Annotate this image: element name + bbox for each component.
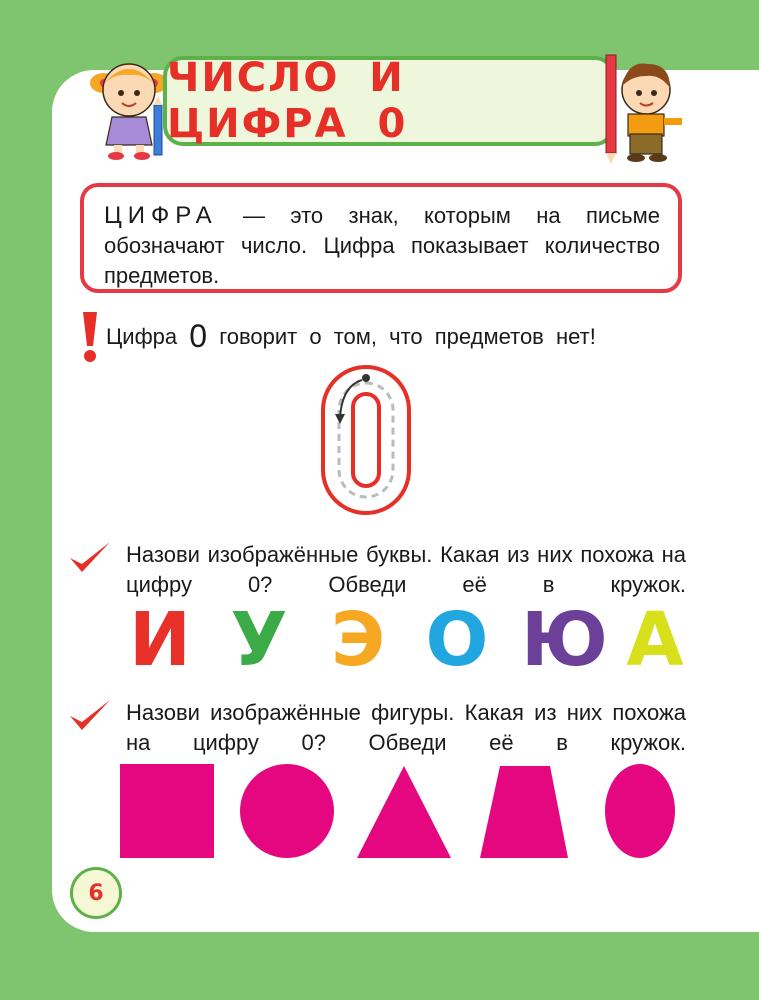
note-digit: 0	[189, 318, 208, 354]
checkmark-icon	[68, 540, 112, 576]
letter-u[interactable]: У	[230, 597, 288, 683]
definition-box	[80, 183, 682, 293]
boy-illustration	[598, 50, 686, 165]
shape-oval[interactable]	[605, 764, 675, 858]
shapes-row	[118, 762, 688, 860]
shape-trapezoid[interactable]	[480, 766, 568, 858]
shape-triangle[interactable]	[357, 766, 451, 858]
letters-row	[125, 597, 690, 683]
checkmark-icon	[68, 698, 112, 734]
letter-a[interactable]: А	[626, 597, 684, 683]
shape-circle[interactable]	[240, 764, 334, 858]
zero-tracing-figure	[320, 364, 412, 516]
title-banner	[163, 56, 615, 146]
definition-text: — это знак, которым на письме обозначают число. Цифра показывает количество предметов.	[104, 203, 660, 288]
task-letters-text: Назови изображённые буквы. Какая из них похожа на цифру 0? Обведи её в кружок.	[126, 542, 686, 597]
exclamation-icon	[80, 310, 100, 364]
letter-i[interactable]: И	[129, 597, 191, 683]
task-shapes-text: Назови изображённые фигуры. Какая из них похожа на цифру 0? Обведи её в кружок.	[126, 700, 686, 755]
note-prefix: Цифра	[106, 324, 178, 349]
definition-term: ЦИФРА	[104, 202, 218, 229]
page-number: 6	[70, 867, 122, 919]
note-suffix: говорит о том, что предметов нет!	[219, 324, 596, 349]
zero-note	[106, 318, 686, 355]
letter-yu[interactable]: Ю	[521, 597, 608, 683]
letter-e[interactable]: Э	[330, 597, 386, 683]
page-title: ЧИСЛО И ЦИФРА 0	[167, 55, 408, 147]
letter-o[interactable]: О	[425, 597, 489, 683]
shape-square[interactable]	[120, 764, 214, 858]
